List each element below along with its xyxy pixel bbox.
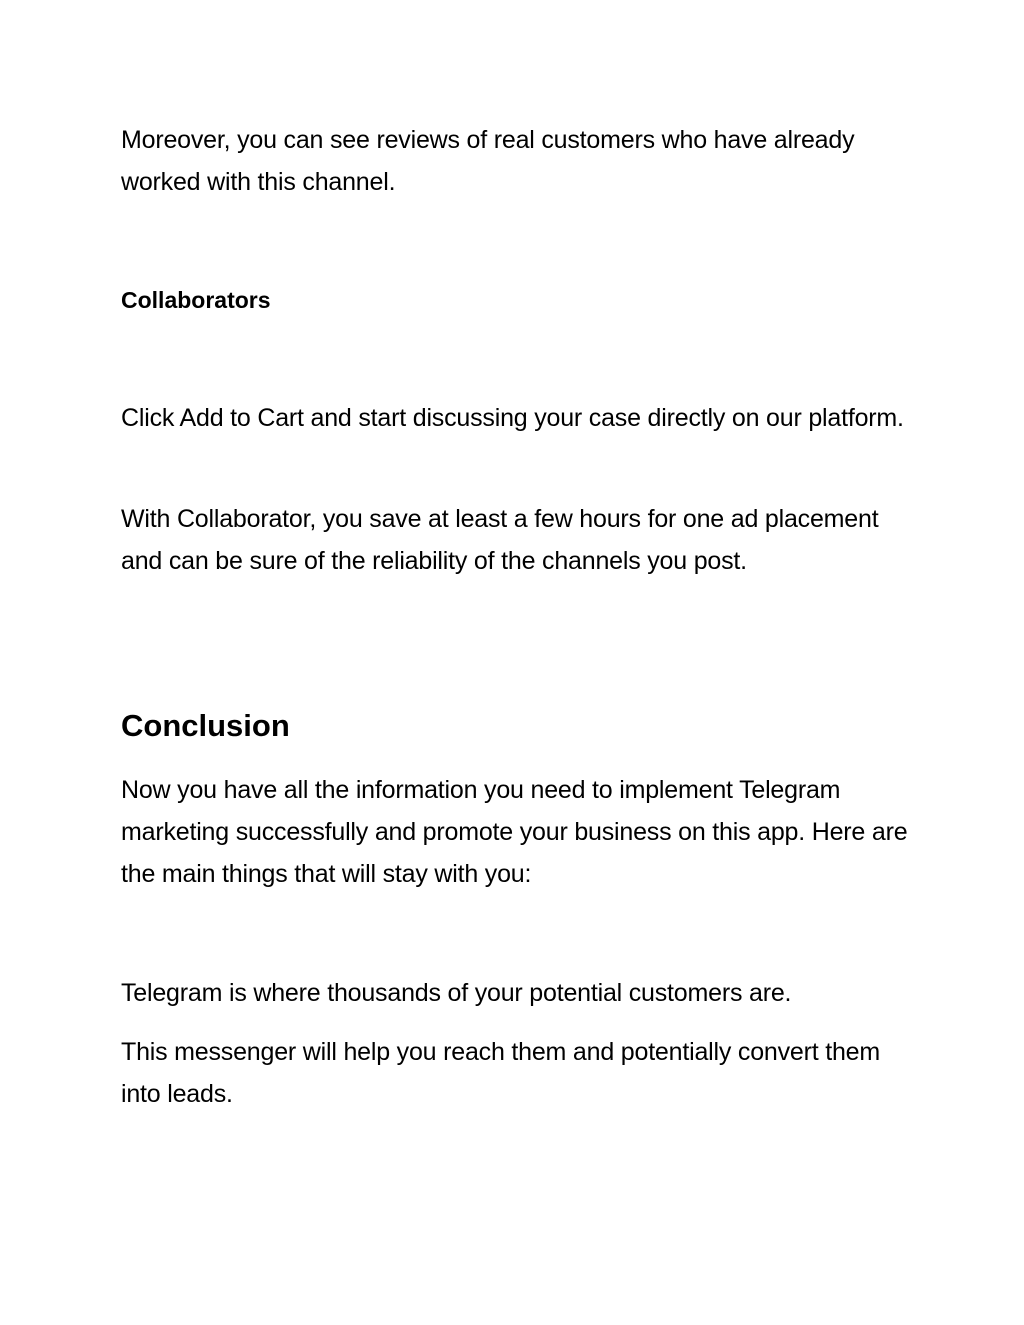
conclusion-paragraph-2: Telegram is where thousands of your potential customers are. [121,979,792,1007]
intro-paragraph: Moreover, you can see reviews of real customers who have already worked with this channel. [121,126,855,196]
conclusion-heading: Conclusion [121,708,290,743]
collaborators-heading: Collaborators [121,287,271,313]
collaborators-paragraph-1: Click Add to Cart and start discussing your case directly on our platform. [121,404,904,432]
conclusion-paragraph-3: This messenger will help you reach them and potentially convert them into leads. [121,1038,881,1108]
collaborators-paragraph-2: With Collaborator, you save at least a few hours for one ad placement and can be sure of the reliability of the channels you post. [121,505,879,575]
conclusion-paragraph-1: Now you have all the information you need to implement Telegram marketing successfully and promote your business on this app. Here are the main things that will stay with you: [121,776,908,888]
